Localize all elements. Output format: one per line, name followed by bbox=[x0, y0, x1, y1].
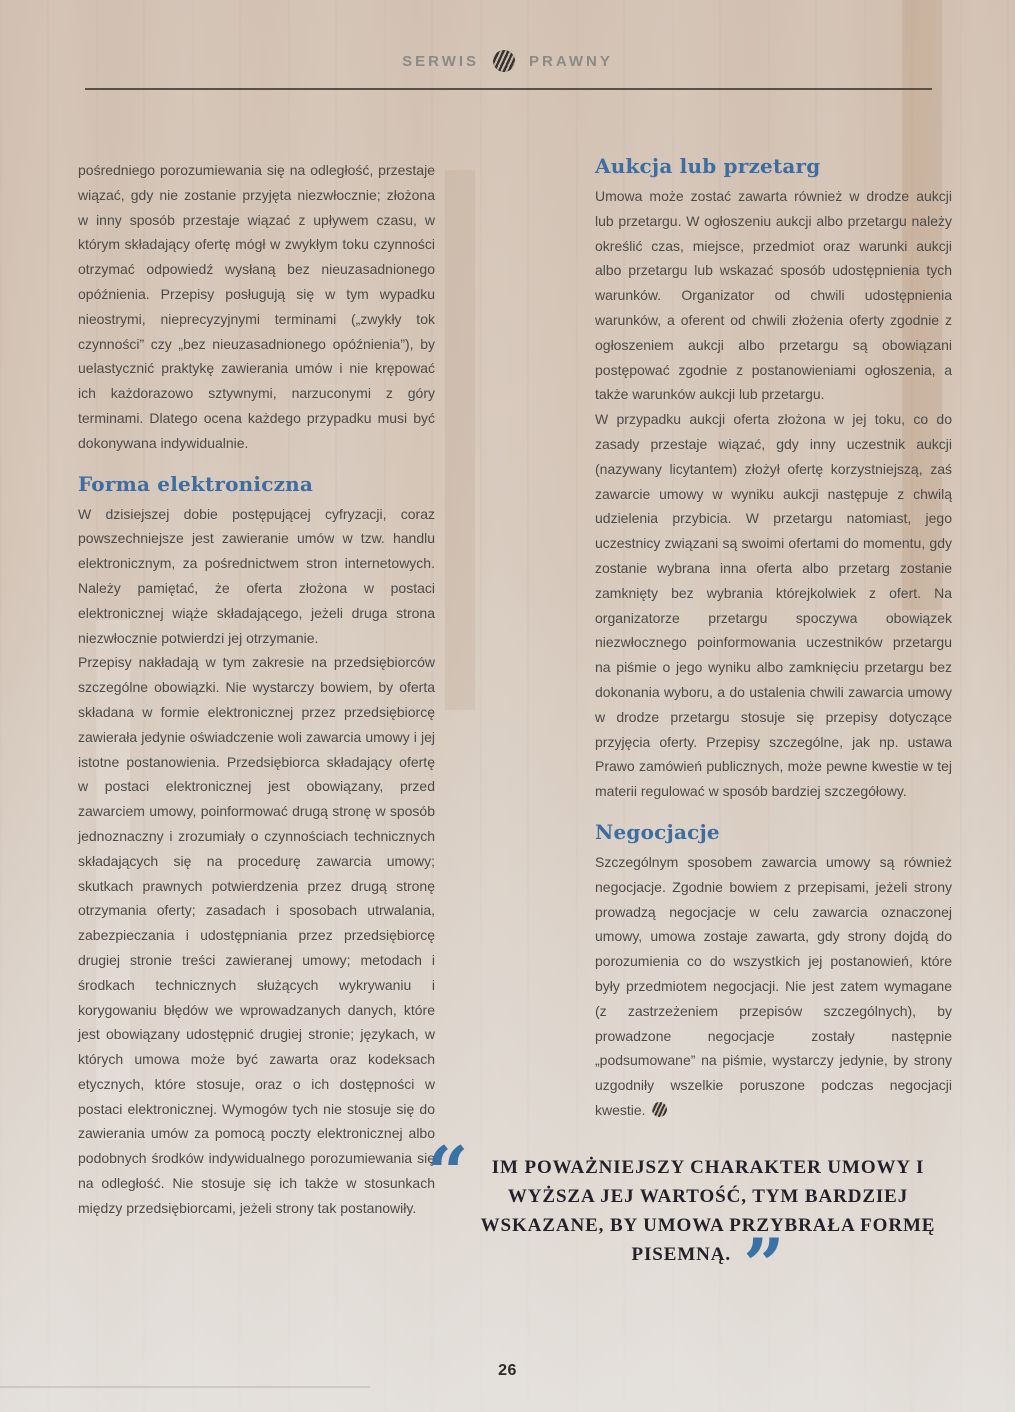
article-end-globe-icon bbox=[652, 1102, 667, 1117]
wood-seam-line bbox=[0, 1386, 370, 1388]
pull-quote: “ IM POWAŻNIEJSZY CHARAKTER UMOWY I WYŻSZA JEJ WARTOŚĆ, TYM BARDZIEJ WSKAZANE, BY UMOWA PRZYBRAŁA FORMĘ PISEMNĄ. ” bbox=[427, 1129, 936, 1307]
forma-elektroniczna-paragraphs bbox=[78, 502, 435, 1221]
aukcja-paragraphs bbox=[595, 184, 952, 804]
section-heading-negocjacje: Negocjacje bbox=[595, 819, 720, 844]
paragraph: Szczególnym sposobem zawarcia umowy są również negocjacje. Zgodnie bowiem z przepisami, jeżeli strony prowadzą negocjacje w celu zawarcia oznaczonej umowy, umowa zostaje zawarta, gdy strony dojdą do porozumienia co do wszystkich jej postanowień, które były przedmiotem negocjacji. Nie jest zatem wymagane (z zastrzeżeniem przepisów szczególnych), by prowadzone negocjacje zostały następnie „podsumowane” na piśmie, wystarczy jedynie, by strony uzgodniły wszelkie poruszone podczas negocjacji kwestie. bbox=[595, 853, 952, 1118]
open-quote-icon: “ bbox=[427, 1129, 469, 1215]
right-column bbox=[427, 153, 952, 1307]
paragraph: pośredniego porozumiewania się na odległość, przestaje wiązać, gdy nie zostanie przyjęta niezwłocznie; złożona w inny sposób przestaje wiązać z upływem czasu, w którym składający ofertę mógł w zwykłym toku czynności otrzymać odpowiedź wysłaną bez nieuzasadnionego opóźnienia. Przepisy posługują się w tym wypadku nieostrymi, nieprecyzyjnymi terminami („zwykły tok czynności” czy „bez nieuzasadnionego opóźnienia”), by uelastycznić praktykę zawierania umów i nie krępować ich każdorazowo sztywnymi, narzuconymi z góry terminami. Dlatego ocena każdego przypadku musi być dokonywana indywidualnie. bbox=[78, 162, 435, 451]
paragraph: W przypadku aukcji oferta złożona w jej toku, co do zasady przestaje wiązać, gdy inny uczestnik aukcji (nazywany licytantem) złożył ofertę korzystniejszą, zaś zawarcie umowy w wyniku aukcji następuje z chwilą udzielenia przybicia. W przetargu natomiast, jego uczestnicy związani są swoimi ofertami do momentu, gdy zostanie wybrana inna oferta albo przetarg zostanie zamknięty bez wybrania którejkolwiek z ofert. Na organizatorze przetargu spoczywa obowiązek niezwłocznego poinformowania uczestników przetargu na piśmie o jego wyniku albo zamknięciu przetargu bez dokonania wyboru, a do ustalenia chwili zawarcia umowy w drodze przetargu stosuje się przepisy dotyczące przyjęcia oferty. Przepisy szczególne, jak np. ustawa Prawo zamówień publicznych, może pewne kwestie w tej materii regulować w sposób bardziej szczegółowy. bbox=[595, 411, 952, 800]
header-word-serwis: SERWIS bbox=[402, 52, 480, 70]
intro-paragraphs bbox=[78, 158, 435, 456]
negocjacje-paragraphs bbox=[595, 850, 952, 1123]
paragraph: Przepisy nakładają w tym zakresie na przedsiębiorców szczególne obowiązki. Nie wystarczy bowiem, by oferta składana w formie elektronicznej przez przedsiębiorcę zawierała jedynie oświadczenie woli zawarcia umowy i jej istotne postanowienia. Przedsiębiorca składający ofertę w postaci elektronicznej jest obowiązany, przed zawarciem umowy, poinformować drugą stronę w sposób jednoznaczny i zrozumiały o czynnościach technicznych składających się na procedurę zawarcia umowy; skutkach prawnych potwierdzenia przez drugą stronę otrzymania oferty; zasadach i sposobach utrwalania, zabezpieczania i udostępniania przez przedsiębiorcę drugiej stronie treści zawieranej umowy; metodach i środkach technicznych służących wykrywaniu i korygowaniu błędów we wprowadzanych danych, które jest obowiązany udostępnić drugiej stronie; językach, w których umowa może być zawarta oraz kodeksach etycznych, które stosuje, oraz o ich dostępności w postaci elektronicznej. Wymogów tych nie stosuje się do zawierania umów za pomocą poczty elektronicznej albo podobnych środków indywidualnego porozumiewania się na odległość. Nie stosuje się ich także w stosunkach między przedsiębiorcami, jeżeli strony tak postanowiły. bbox=[78, 654, 435, 1216]
wood-plank-shade-middle bbox=[445, 170, 475, 710]
running-header bbox=[0, 50, 1015, 72]
section-heading-aukcja: Aukcja lub przetarg bbox=[595, 154, 821, 178]
left-column bbox=[78, 158, 435, 1221]
section-heading-forma-elektroniczna: Forma elektroniczna bbox=[78, 471, 314, 496]
paragraph: W dzisiejszej dobie postępującej cyfryzacji, coraz powszechniejsze jest zawieranie umów w tzw. handlu elektronicznym, za pośrednictwem stron internetowych. Należy pamiętać, że oferta złożona w postaci elektronicznej wiąże składającego, jeżeli druga strona niezwłocznie potwierdzi jej otrzymanie. bbox=[78, 505, 435, 646]
pull-quote-text: IM POWAŻNIEJSZY CHARAKTER UMOWY I WYŻSZA JEJ WARTOŚĆ, TYM BARDZIEJ WSKAZANE, BY UMOWA PRZYBRAŁA FORMĘ PISEMNĄ. bbox=[480, 1156, 936, 1265]
header-word-prawny: PRAWNY bbox=[529, 52, 613, 70]
header-rule bbox=[85, 88, 932, 90]
page-number: 26 bbox=[498, 1362, 517, 1379]
paragraph: Umowa może zostać zawarta również w drodze aukcji lub przetargu. W ogłoszeniu aukcji albo przetargu należy określić czas, miejsce, przedmiot oraz warunki aukcji albo przetargu lub wskazać sposób udostępnienia tych warunków. Organizator od chwili udostępnienia warunków, a oferent od chwili złożenia oferty zgodnie z ogłoszeniem aukcji albo przetargu są obowiązani postępować zgodnie z postanowieniami ogłoszenia, a także warunków aukcji lub przetargu. bbox=[595, 188, 952, 403]
hatched-globe-icon bbox=[493, 50, 515, 72]
